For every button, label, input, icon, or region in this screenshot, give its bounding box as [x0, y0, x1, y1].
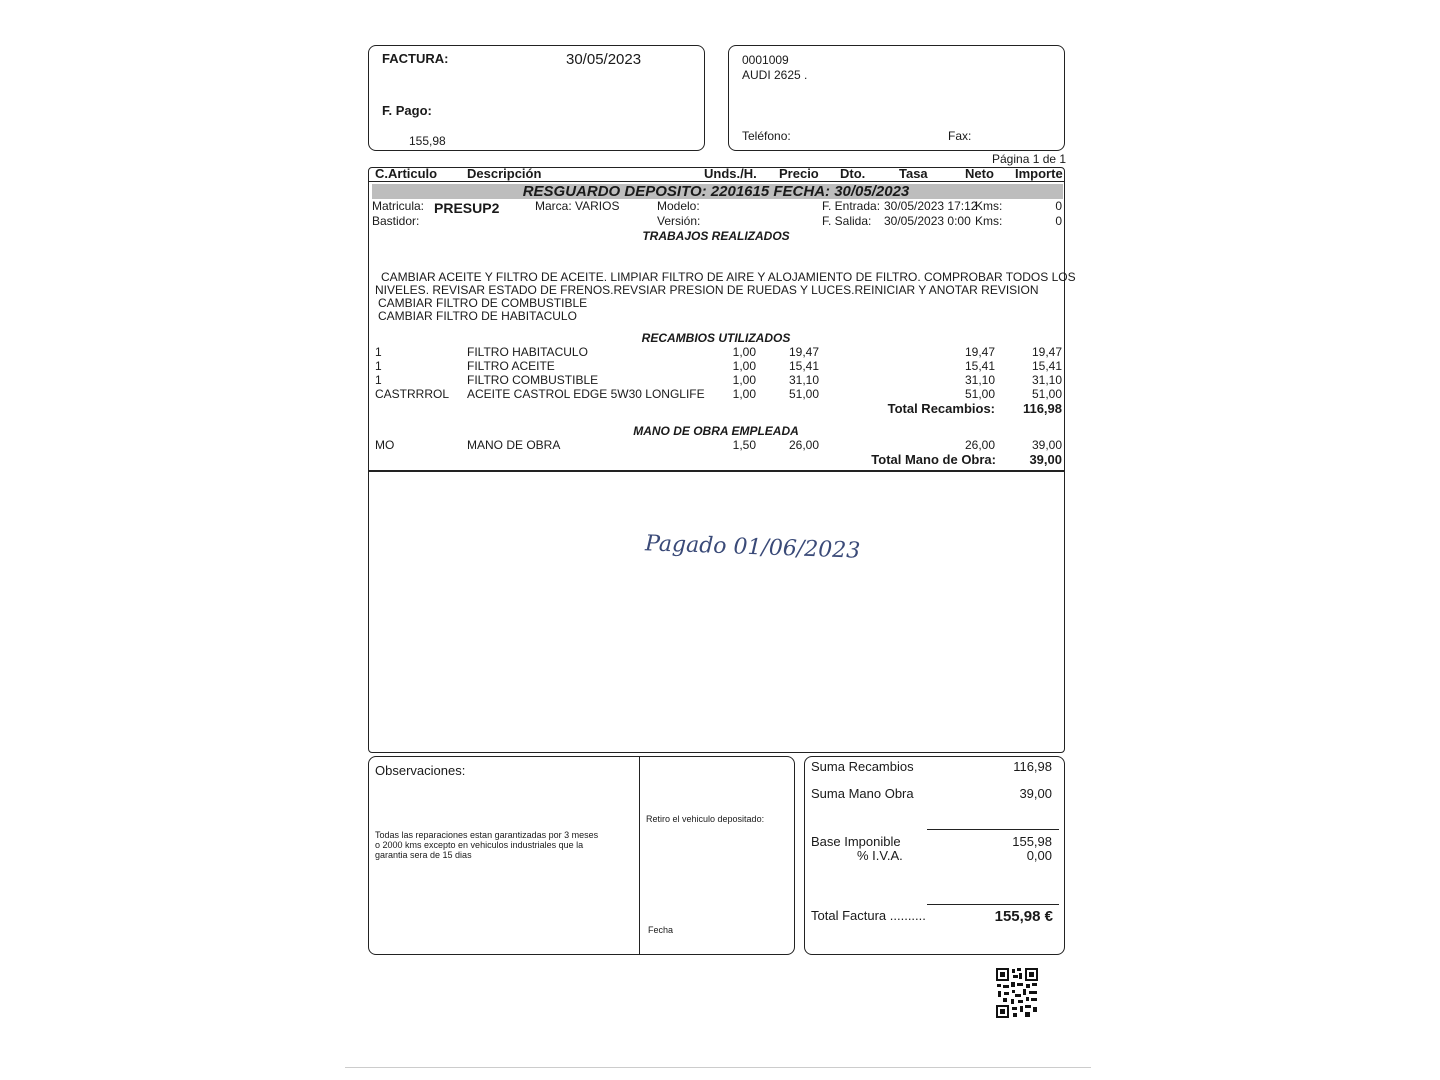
observaciones-label: Observaciones: [375, 763, 466, 778]
recambio-importe: 19,47 [1031, 345, 1062, 359]
recambio-unds: 1,00 [732, 345, 756, 359]
totals-rule-2 [927, 904, 1059, 905]
iva-label: % I.V.A. [857, 848, 903, 863]
recambio-desc: ACEITE CASTROL EDGE 5W30 LONGLIFE [467, 387, 705, 401]
recambio-precio: 19,47 [788, 345, 819, 359]
total-factura-value: 155,98 € [994, 908, 1053, 925]
client-code: 0001009 [742, 53, 789, 67]
col-importe: Importe [1015, 166, 1063, 181]
mano-obra-precio: 26,00 [788, 438, 819, 452]
version-label: Versión: [657, 214, 701, 228]
kms-entrada-value: 0 [1055, 199, 1062, 213]
recambio-neto: 15,41 [964, 359, 995, 373]
suma-recambios-label: Suma Recambios [811, 759, 914, 774]
col-precio: Precio [779, 166, 819, 181]
recambio-code: 1 [375, 359, 382, 373]
recambio-code: 1 [375, 373, 382, 387]
bastidor-label: Bastidor: [372, 214, 420, 228]
deposit-title: RESGUARDO DEPOSITO: 2201615 FECHA: 30/05/2023 [522, 183, 910, 200]
col-c-articulo: C.Articulo [375, 166, 438, 181]
fecha-label: Fecha [648, 925, 674, 935]
recambio-precio: 51,00 [788, 387, 819, 401]
total-mano-obra-label: Total Mano de Obra: [871, 452, 996, 467]
iva-value: 0,00 [1026, 848, 1052, 863]
retiro-label: Retiro el vehiculo depositado: [646, 814, 765, 824]
modelo-label: Modelo: [657, 199, 700, 213]
recambio-neto: 51,00 [964, 387, 995, 401]
matricula-value: PRESUP2 [434, 200, 500, 216]
recambio-code: CASTRRROL [375, 387, 450, 401]
col-tasa: Tasa [899, 166, 928, 181]
mano-obra-importe: 39,00 [1031, 438, 1062, 452]
recambio-desc: FILTRO HABITACULO [467, 345, 588, 359]
marca: Marca: VARIOS [535, 199, 620, 213]
entrada-value: 30/05/2023 17:12 [884, 199, 978, 213]
handwritten-paid-note: Pagado 01/06/2023 [644, 531, 861, 564]
total-mano-obra-value: 39,00 [1029, 452, 1062, 467]
recambio-unds: 1,00 [732, 373, 756, 387]
salida-value: 30/05/2023 0:00 [884, 214, 971, 228]
invoice-header-box [368, 45, 705, 151]
trabajos-line-4: CAMBIAR FILTRO DE HABITACULO [378, 309, 577, 323]
fax-label: Fax: [948, 129, 972, 143]
recambio-code: 1 [375, 345, 382, 359]
factura-label: FACTURA: [382, 51, 449, 66]
qr-code-icon [995, 967, 1039, 1019]
observaciones-text-2: o 2000 kms excepto en vehiculos industriales que la [375, 840, 584, 850]
recambio-unds: 1,00 [732, 359, 756, 373]
fpago-label: F. Pago: [382, 103, 432, 118]
col-neto: Neto [965, 166, 994, 181]
telefono-label: Teléfono: [742, 129, 791, 143]
col-dto: Dto. [840, 166, 866, 181]
trabajos-line-2: NIVELES. REVISAR ESTADO DE FRENOS.REVSIAR PRESION DE RUEDAS Y LUCES.REINICIAR Y ANOTAR REVISION [375, 283, 1039, 297]
kms-salida-value: 0 [1055, 214, 1062, 228]
total-factura-label: Total Factura .......... [811, 908, 926, 923]
page-bottom-rule [345, 1067, 1091, 1068]
kms-salida-label: Kms: [975, 214, 1003, 228]
trabajos-line-3: CAMBIAR FILTRO DE COMBUSTIBLE [378, 296, 588, 310]
page-number: Página 1 de 1 [992, 152, 1067, 166]
client-name: AUDI 2625 . [742, 68, 808, 82]
detail-divider [369, 470, 1064, 472]
recambio-importe: 31,10 [1031, 373, 1062, 387]
recambio-importe: 51,00 [1031, 387, 1062, 401]
recambio-desc: FILTRO ACEITE [467, 359, 555, 373]
entrada-label: F. Entrada: [822, 199, 881, 213]
mano-obra-neto: 26,00 [964, 438, 995, 452]
mano-obra-desc: MANO DE OBRA [467, 438, 561, 452]
factura-date: 30/05/2023 [566, 51, 642, 68]
observaciones-text-3: garantia sera de 15 dias [375, 850, 472, 860]
observaciones-text-1: Todas las reparaciones estan garantizadas por 3 meses [375, 830, 599, 840]
suma-mano-label: Suma Mano Obra [811, 786, 914, 801]
base-imponible-value: 155,98 [1012, 834, 1052, 849]
col-descripcion: Descripción [467, 166, 542, 181]
fpago-amount: 155,98 [409, 134, 446, 148]
total-recambios-label: Total Recambios: [887, 401, 995, 416]
totals-rule-1 [927, 829, 1059, 830]
recambio-precio: 15,41 [788, 359, 819, 373]
recambios-title: RECAMBIOS UTILIZADOS [641, 331, 791, 345]
mano-obra-unds: 1,50 [732, 438, 756, 452]
trabajos-title: TRABAJOS REALIZADOS [642, 229, 790, 243]
header-divider [369, 181, 1064, 182]
client-header-box [728, 45, 1065, 151]
matricula-label: Matricula: [372, 199, 425, 213]
recambio-neto: 31,10 [964, 373, 995, 387]
suma-mano-value: 39,00 [1019, 786, 1052, 801]
suma-recambios-value: 116,98 [1013, 759, 1052, 774]
recambio-precio: 31,10 [788, 373, 819, 387]
col-unds: Unds./H. [704, 166, 757, 181]
kms-entrada-label: Kms: [975, 199, 1003, 213]
base-imponible-label: Base Imponible [811, 834, 901, 849]
recambio-unds: 1,00 [732, 387, 756, 401]
salida-label: F. Salida: [822, 214, 872, 228]
mano-obra-code: MO [375, 438, 395, 452]
mano-obra-title: MANO DE OBRA EMPLEADA [633, 424, 799, 438]
recambio-desc: FILTRO COMBUSTIBLE [467, 373, 599, 387]
observaciones-divider [639, 757, 640, 954]
total-recambios-value: 116,98 [1022, 401, 1062, 416]
trabajos-line-1: CAMBIAR ACEITE Y FILTRO DE ACEITE. LIMPIAR FILTRO DE AIRE Y ALOJAMIENTO DE FILTRO. COMPROBAR TODOS LOS [381, 270, 1076, 284]
recambio-importe: 15,41 [1031, 359, 1062, 373]
recambio-neto: 19,47 [964, 345, 995, 359]
